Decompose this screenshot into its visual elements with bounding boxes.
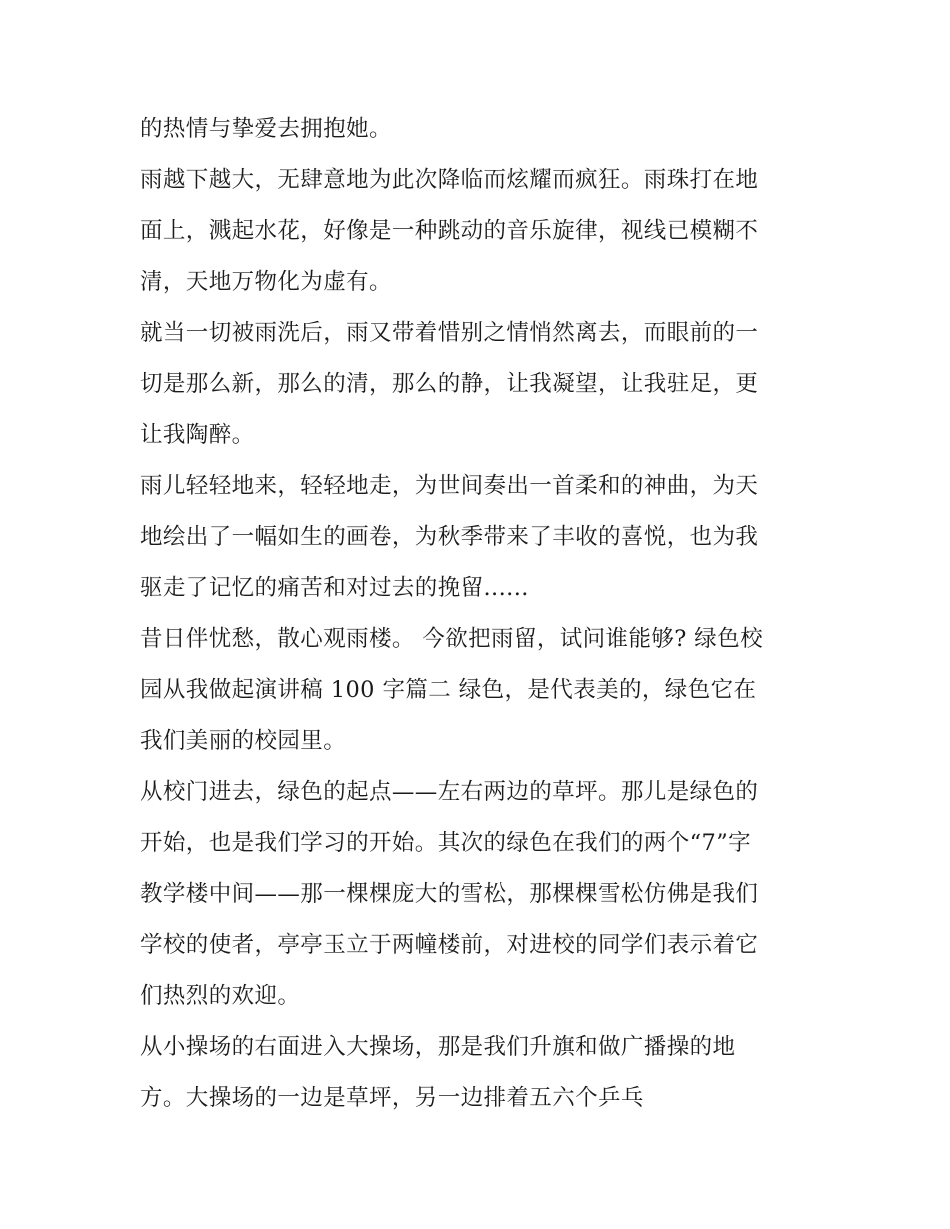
text-line: 开始，也是我们学习的开始。其次的绿色在我们的两个“7”字: [140, 830, 752, 856]
text-line: 从小操场的右面进入大操场，那是我们升旗和做广播操的地: [140, 1034, 736, 1060]
text-line: 昔日伴忧愁，散心观雨楼。 今欲把雨留，试问谁能够? 绿色校: [140, 626, 763, 652]
text-line: 的热情与挚爱去拥抱她。: [140, 116, 392, 142]
text-line: 们热烈的欢迎。: [140, 983, 301, 1009]
text-line: 面上，溅起水花，好像是一种跳动的音乐旋律，视线已模糊不: [140, 218, 759, 244]
text-line: 园从我做起演讲稿 100 字篇二 绿色，是代表美的，绿色它在: [140, 677, 757, 703]
text-line: 雨越下越大，无肆意地为此次降临而炫耀而疯狂。雨珠打在地: [140, 167, 759, 193]
text-line: 地绘出了一幅如生的画卷，为秋季带来了丰收的喜悦，也为我: [140, 524, 759, 550]
text-line: 让我陶醉。: [140, 422, 255, 448]
text-line: 驱走了记忆的痛苦和对过去的挽留......: [140, 575, 529, 601]
text-line: 我们美丽的校园里。: [140, 728, 347, 754]
text-line: 学校的使者，亭亭玉立于两幢楼前，对进校的同学们表示着它: [140, 932, 759, 958]
text-line: 雨儿轻轻地来，轻轻地走，为世间奏出一首柔和的神曲，为天: [140, 473, 759, 499]
text-line: 清，天地万物化为虚有。: [140, 269, 392, 295]
text-line: 方。大操场的一边是草坪，另一边排着五六个乒乓: [140, 1085, 644, 1111]
body-text: [140, 104, 820, 1124]
text-line: 切是那么新，那么的清，那么的静，让我凝望，让我驻足，更: [140, 371, 759, 397]
text-line: 教学楼中间——那一棵棵庞大的雪松，那棵棵雪松仿佛是我们: [140, 881, 759, 907]
text-line: 从校门进去，绿色的起点——左右两边的草坪。那儿是绿色的: [140, 779, 759, 805]
text-line: 就当一切被雨洗后，雨又带着惜别之情悄然离去，而眼前的一: [140, 320, 759, 346]
